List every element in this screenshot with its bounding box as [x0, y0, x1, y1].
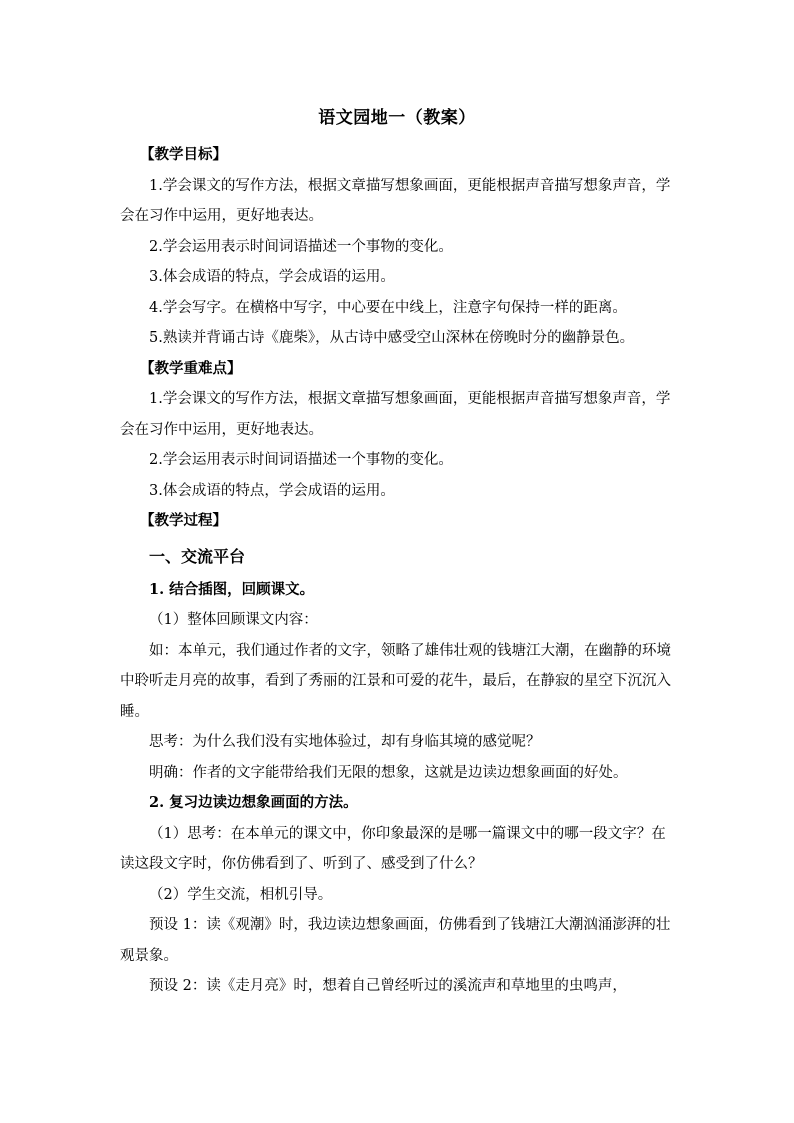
preset1-paragraph: 预设 1：读《观潮》时，我边读边想象画面，仿佛看到了钱塘江大潮汹涌澎湃的壮观景象。 [120, 917, 671, 964]
objective-item: 3.体会成语的特点，学会成语的运用。 [149, 269, 395, 285]
step1-sub1: （1）整体回顾课文内容： [149, 612, 318, 628]
step2-heading: 2. 复习边读边想象画面的方法。 [149, 794, 358, 811]
objective-item: 1.学会课文的写作方法，根据文章描写想象画面，更能根据声音描写想象声音，学会在习作中运用，更好地表达。 [120, 177, 671, 224]
objective-item: 4.学会写字。在横格中写字，中心要在中线上，注意字句保持一样的距离。 [149, 299, 627, 316]
key-point-item: 2.学会运用表示时间词语描述一个事物的变化。 [149, 452, 453, 468]
objective-item: 5.熟读并背诵古诗《鹿柴》，从古诗中感受空山深林在傍晚时分的幽静景色。 [149, 330, 635, 346]
preset2-paragraph: 预设 2：读《走月亮》时，想着自己曾经听过的溪流声和草地里的虫鸣声， [149, 978, 627, 994]
key-points-heading: 【教学重难点】 [140, 359, 242, 377]
document-body [120, 140, 676, 1002]
objective-item: 2.学会运用表示时间词语描述一个事物的变化。 [149, 238, 453, 255]
step1-heading: 1. 结合插图，回顾课文。 [149, 580, 315, 598]
key-point-item: 3.体会成语的特点，学会成语的运用。 [149, 482, 395, 499]
example-paragraph: 如：本单元，我们通过作者的文字，领略了雄伟壮观的钱塘江大潮，在幽静的环境中聆听走月亮的故事，看到了秀丽的江景和可爱的花牛，最后，在静寂的星空下沉沉入睡。 [120, 642, 671, 720]
step2-sub2: （2）学生交流，相机引导。 [149, 886, 333, 903]
clarify-paragraph: 明确：作者的文字能带给我们无限的想象，这就是边读边想象画面的好处。 [149, 764, 628, 781]
page-title: 语文园地一（教案） [318, 108, 476, 128]
key-point-item: 1.学会课文的写作方法，根据文章描写想象画面，更能根据声音描写想象声音，学会在习作中运用，更好地表达。 [120, 391, 671, 438]
process-heading: 【教学过程】 [140, 512, 227, 529]
step2-sub1: （1）思考：在本单元的课文中，你印象最深的是哪一篇课文中的哪一段文字？在读这段文字时，你仿佛看到了、听到了、感受到了什么？ [120, 825, 666, 872]
objectives-heading: 【教学目标】 [140, 146, 227, 163]
think-paragraph: 思考：为什么我们没有实地体验过，却有身临其境的感觉呢？ [149, 734, 541, 750]
part1-heading: 一、交流平台 [149, 546, 246, 566]
